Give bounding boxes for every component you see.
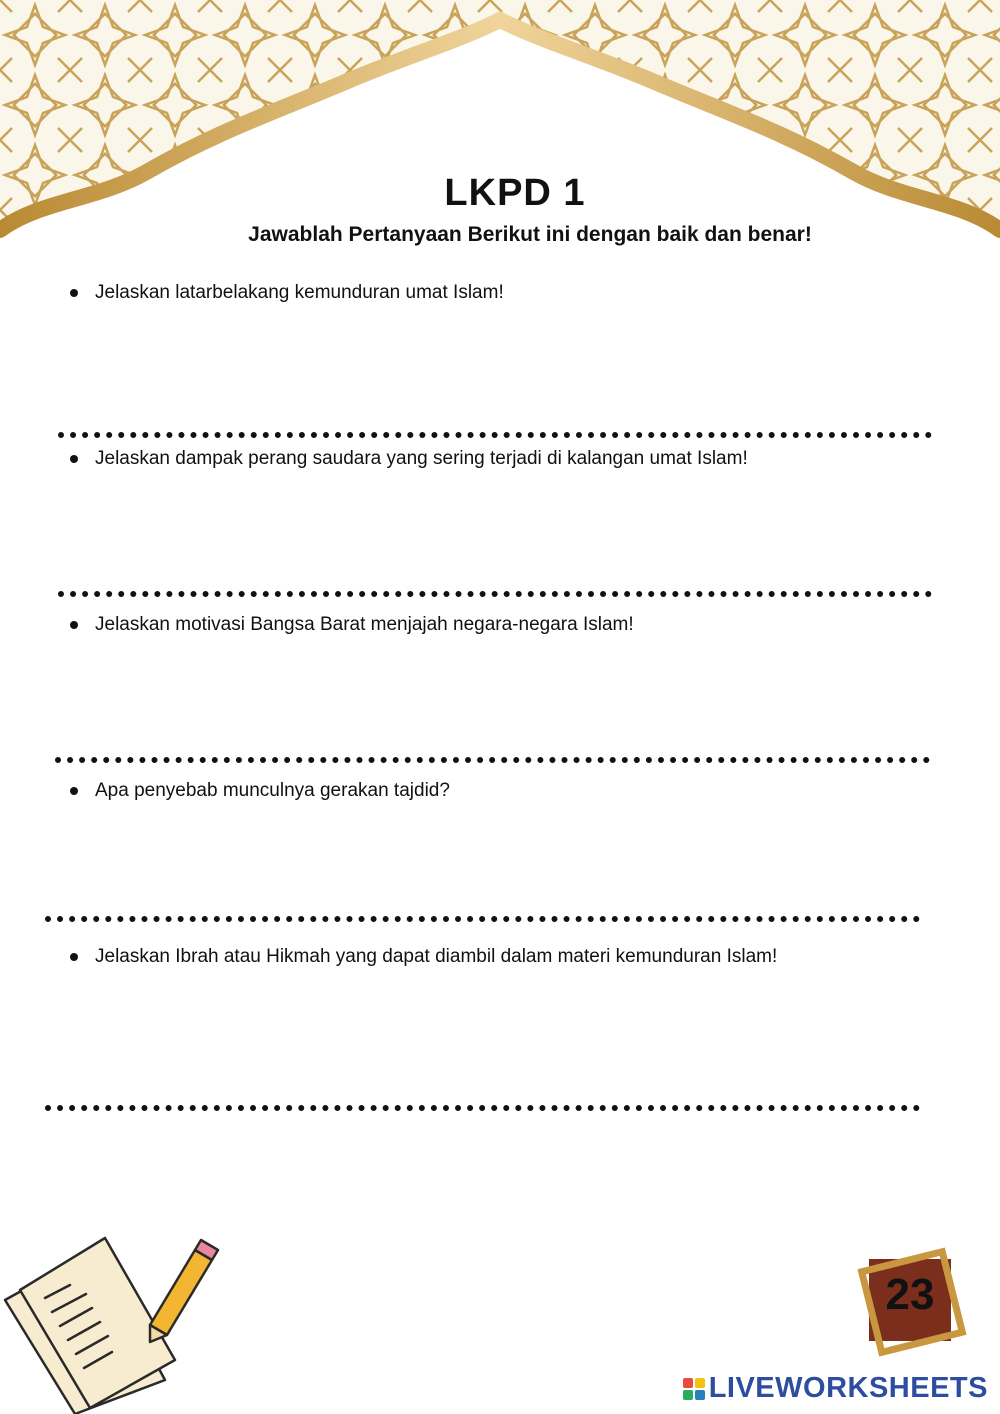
answer-line-5[interactable] [45, 1105, 920, 1111]
brand-name: LIVEWORKSHEETS [708, 1372, 988, 1404]
arabesque-header-ornament [0, 0, 1000, 260]
bullet-icon [70, 787, 78, 795]
question-item-5 [70, 946, 777, 968]
question-text: Jelaskan Ibrah atau Hikmah yang dapat diambil dalam materi kemunduran Islam! [95, 946, 778, 967]
paper-pencil-illustration [0, 1230, 230, 1414]
question-item-1 [70, 282, 504, 304]
answer-line-2[interactable] [58, 591, 932, 597]
answer-line-3[interactable] [55, 757, 930, 763]
question-item-2 [70, 448, 748, 470]
liveworksheets-branding[interactable] [683, 1372, 988, 1405]
page-number-badge [855, 1245, 965, 1355]
question-item-4 [70, 780, 450, 802]
page-title: LKPD 1 [444, 172, 586, 214]
answer-line-4[interactable] [45, 916, 920, 922]
liveworksheets-logo-icon [683, 1378, 705, 1400]
question-item-3 [70, 614, 634, 636]
bullet-icon [70, 289, 78, 297]
page-number: 23 [885, 1270, 935, 1319]
question-text: Jelaskan motivasi Bangsa Barat menjajah negara-negara Islam! [95, 614, 634, 635]
bullet-icon [70, 455, 78, 463]
bullet-icon [70, 953, 78, 961]
bullet-icon [70, 621, 78, 629]
question-text: Jelaskan dampak perang saudara yang sering terjadi di kalangan umat Islam! [95, 448, 748, 469]
instruction-subtitle: Jawablah Pertanyaan Berikut ini dengan baik dan benar! [248, 223, 812, 246]
answer-line-1[interactable] [58, 432, 932, 438]
question-text: Apa penyebab munculnya gerakan tajdid? [95, 780, 450, 801]
question-text: Jelaskan latarbelakang kemunduran umat Islam! [95, 282, 504, 303]
